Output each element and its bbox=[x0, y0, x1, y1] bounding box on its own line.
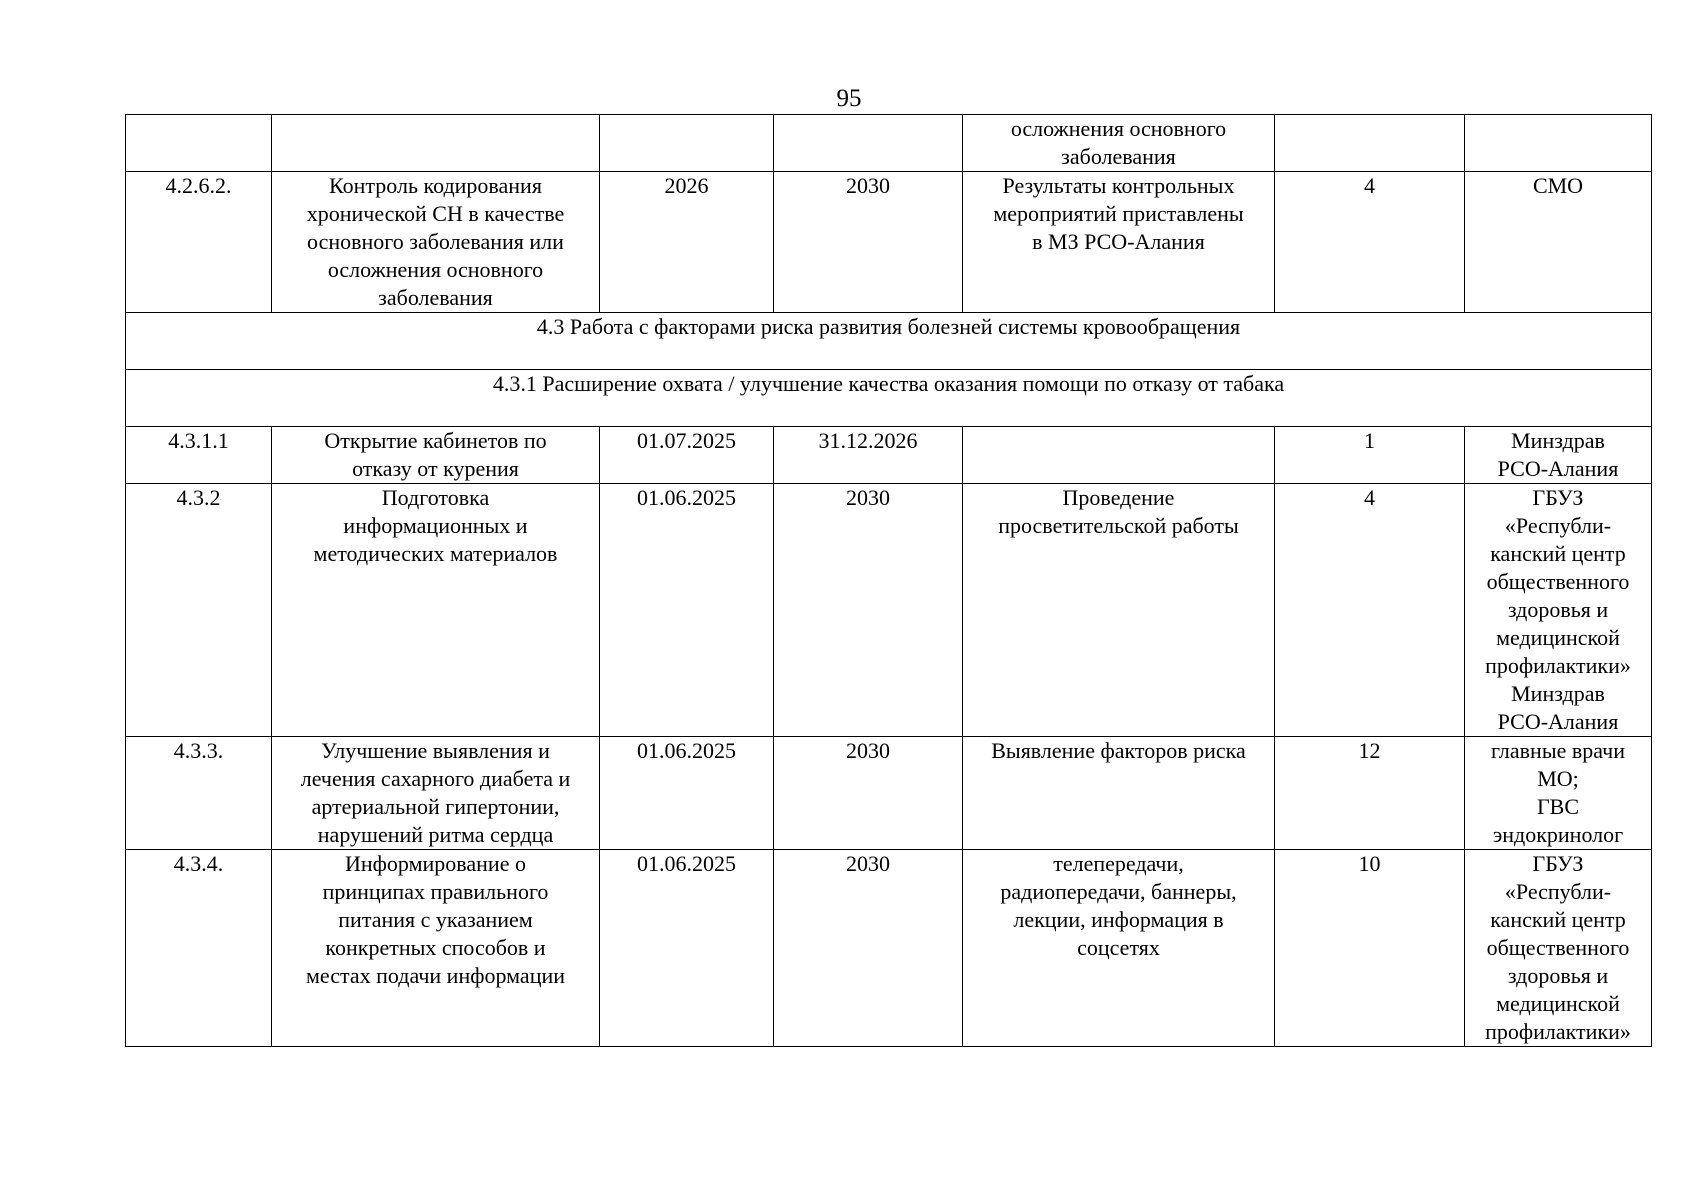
responsible-cell bbox=[1465, 427, 1652, 484]
table-row bbox=[126, 484, 1652, 737]
activity-cell-line: нарушений ритма сердца bbox=[317, 822, 554, 847]
responsible-cell bbox=[1465, 850, 1652, 1047]
item-code-cell bbox=[126, 115, 272, 172]
responsible-cell-line: медицинской bbox=[1496, 625, 1620, 650]
result-cell-line: лекции, информация в bbox=[1013, 907, 1224, 932]
responsible-cell bbox=[1465, 484, 1652, 737]
item-code-cell: 4.2.6.2. bbox=[126, 172, 272, 313]
start-date-cell: 01.06.2025 bbox=[600, 850, 774, 1047]
indicator-value-cell: 1 bbox=[1275, 427, 1465, 484]
responsible-cell-line: ГБУЗ bbox=[1532, 485, 1584, 510]
activity-cell-line: отказу от курения bbox=[352, 456, 519, 481]
item-code-cell: 4.3.1.1 bbox=[126, 427, 272, 484]
responsible-cell-line: РСО-Алания bbox=[1497, 709, 1619, 734]
responsible-cell-line: эндокринолог bbox=[1492, 822, 1624, 847]
activity-cell-line: принципах правильного bbox=[322, 879, 549, 904]
indicator-value-cell: 4 bbox=[1275, 484, 1465, 737]
start-date-cell: 01.07.2025 bbox=[600, 427, 774, 484]
result-cell-line: Проведение bbox=[1062, 485, 1175, 510]
result-cell-line: в МЗ РСО-Алания bbox=[1032, 229, 1205, 254]
result-cell-line: радиопередачи, баннеры, bbox=[1000, 879, 1237, 904]
action-plan-table bbox=[125, 114, 1652, 1047]
responsible-cell-line: общественного bbox=[1486, 935, 1630, 960]
activity-cell-line: Улучшение выявления и bbox=[321, 738, 550, 763]
result-cell bbox=[963, 484, 1275, 737]
responsible-cell bbox=[1465, 737, 1652, 850]
end-date-cell bbox=[774, 115, 963, 172]
responsible-cell-line: «Республи- bbox=[1504, 879, 1612, 904]
result-cell-line: мероприятий приставлены bbox=[993, 201, 1244, 226]
responsible-cell bbox=[1465, 115, 1652, 172]
result-cell-line: телепередачи, bbox=[1053, 851, 1184, 876]
responsible-cell-line: медицинской bbox=[1496, 991, 1620, 1016]
activity-cell bbox=[272, 737, 600, 850]
start-date-cell: 01.06.2025 bbox=[600, 484, 774, 737]
activity-cell-line: артериальной гипертонии, bbox=[311, 794, 560, 819]
activity-cell bbox=[272, 484, 600, 737]
start-date-cell bbox=[600, 115, 774, 172]
section-header-row bbox=[126, 313, 1652, 370]
result-cell bbox=[963, 737, 1275, 850]
activity-cell-line: основного заболевания или bbox=[307, 229, 564, 254]
result-cell-line: осложнения основного bbox=[1010, 116, 1227, 141]
end-date-cell: 2030 bbox=[774, 850, 963, 1047]
result-cell bbox=[963, 115, 1275, 172]
activity-cell-line: осложнения основного bbox=[327, 257, 544, 282]
responsible-cell-line: «Республи- bbox=[1504, 513, 1612, 538]
section-header-row bbox=[126, 370, 1652, 427]
table-body bbox=[126, 115, 1652, 1047]
activity-cell-line: Открытие кабинетов по bbox=[324, 428, 547, 453]
responsible-cell-line: Минздрав bbox=[1511, 681, 1605, 706]
result-cell-line: Результаты контрольных bbox=[1002, 173, 1235, 198]
responsible-cell-line: профилактики» bbox=[1485, 653, 1631, 678]
result-cell bbox=[963, 427, 1275, 484]
activity-cell-line: Информирование о bbox=[345, 851, 526, 876]
section-title: 4.3.1 Расширение охвата / улучшение качества оказания помощи по отказу от табака bbox=[126, 370, 1652, 427]
indicator-value-cell: 10 bbox=[1275, 850, 1465, 1047]
responsible-cell-line: РСО-Алания bbox=[1497, 456, 1619, 481]
activity-cell-line: заболевания bbox=[378, 285, 493, 310]
activity-cell-line: информационных и bbox=[343, 513, 528, 538]
result-cell-line: заболевания bbox=[1061, 144, 1176, 169]
activity-cell-line: конкретных способов и bbox=[325, 935, 546, 960]
responsible-cell-line: МО; bbox=[1537, 766, 1579, 791]
start-date-cell: 01.06.2025 bbox=[600, 737, 774, 850]
activity-cell-line: методических материалов bbox=[313, 541, 558, 566]
responsible-cell-line: здоровья и bbox=[1507, 963, 1609, 988]
responsible-cell-line: СМО bbox=[1532, 173, 1584, 198]
table-row bbox=[126, 737, 1652, 850]
indicator-value-cell: 4 bbox=[1275, 172, 1465, 313]
responsible-cell-line: Минздрав bbox=[1511, 428, 1605, 453]
responsible-cell-line: канский центр bbox=[1490, 541, 1626, 566]
table-row bbox=[126, 172, 1652, 313]
item-code-cell: 4.3.2 bbox=[126, 484, 272, 737]
activity-cell-line: Подготовка bbox=[381, 485, 490, 510]
start-date-cell: 2026 bbox=[600, 172, 774, 313]
end-date-cell: 2030 bbox=[774, 172, 963, 313]
end-date-cell: 2030 bbox=[774, 737, 963, 850]
item-code-cell: 4.3.4. bbox=[126, 850, 272, 1047]
activity-cell bbox=[272, 172, 600, 313]
table-row bbox=[126, 115, 1652, 172]
result-cell-line: просветительской работы bbox=[998, 513, 1239, 538]
item-code-cell: 4.3.3. bbox=[126, 737, 272, 850]
responsible-cell-line: профилактики» bbox=[1485, 1019, 1631, 1044]
responsible-cell-line: ГБУЗ bbox=[1532, 851, 1584, 876]
activity-cell-line: Контроль кодирования bbox=[329, 173, 542, 198]
responsible-cell-line: общественного bbox=[1486, 569, 1630, 594]
result-cell bbox=[963, 172, 1275, 313]
indicator-value-cell bbox=[1275, 115, 1465, 172]
activity-cell-line: лечения сахарного диабета и bbox=[300, 766, 571, 791]
result-cell-line: соцсетях bbox=[1077, 935, 1160, 960]
responsible-cell-line: ГВС bbox=[1536, 794, 1580, 819]
page-number: 95 bbox=[836, 85, 862, 112]
table-row bbox=[126, 850, 1652, 1047]
activity-cell bbox=[272, 850, 600, 1047]
responsible-cell-line: главные врачи bbox=[1491, 738, 1625, 763]
activity-cell bbox=[272, 115, 600, 172]
section-title: 4.3 Работа с факторами риска развития болезней системы кровообращения bbox=[126, 313, 1652, 370]
result-cell bbox=[963, 850, 1275, 1047]
activity-cell-line: хронической СН в качестве bbox=[306, 201, 565, 226]
indicator-value-cell: 12 bbox=[1275, 737, 1465, 850]
end-date-cell: 31.12.2026 bbox=[774, 427, 963, 484]
table-row bbox=[126, 427, 1652, 484]
end-date-cell: 2030 bbox=[774, 484, 963, 737]
responsible-cell-line: канский центр bbox=[1490, 907, 1626, 932]
activity-cell-line: питания с указанием bbox=[338, 907, 533, 932]
result-cell-line: Выявление факторов риска bbox=[991, 738, 1246, 763]
responsible-cell bbox=[1465, 172, 1652, 313]
activity-cell bbox=[272, 427, 600, 484]
activity-cell-line: местах подачи информации bbox=[305, 963, 566, 988]
responsible-cell-line: здоровья и bbox=[1507, 597, 1609, 622]
